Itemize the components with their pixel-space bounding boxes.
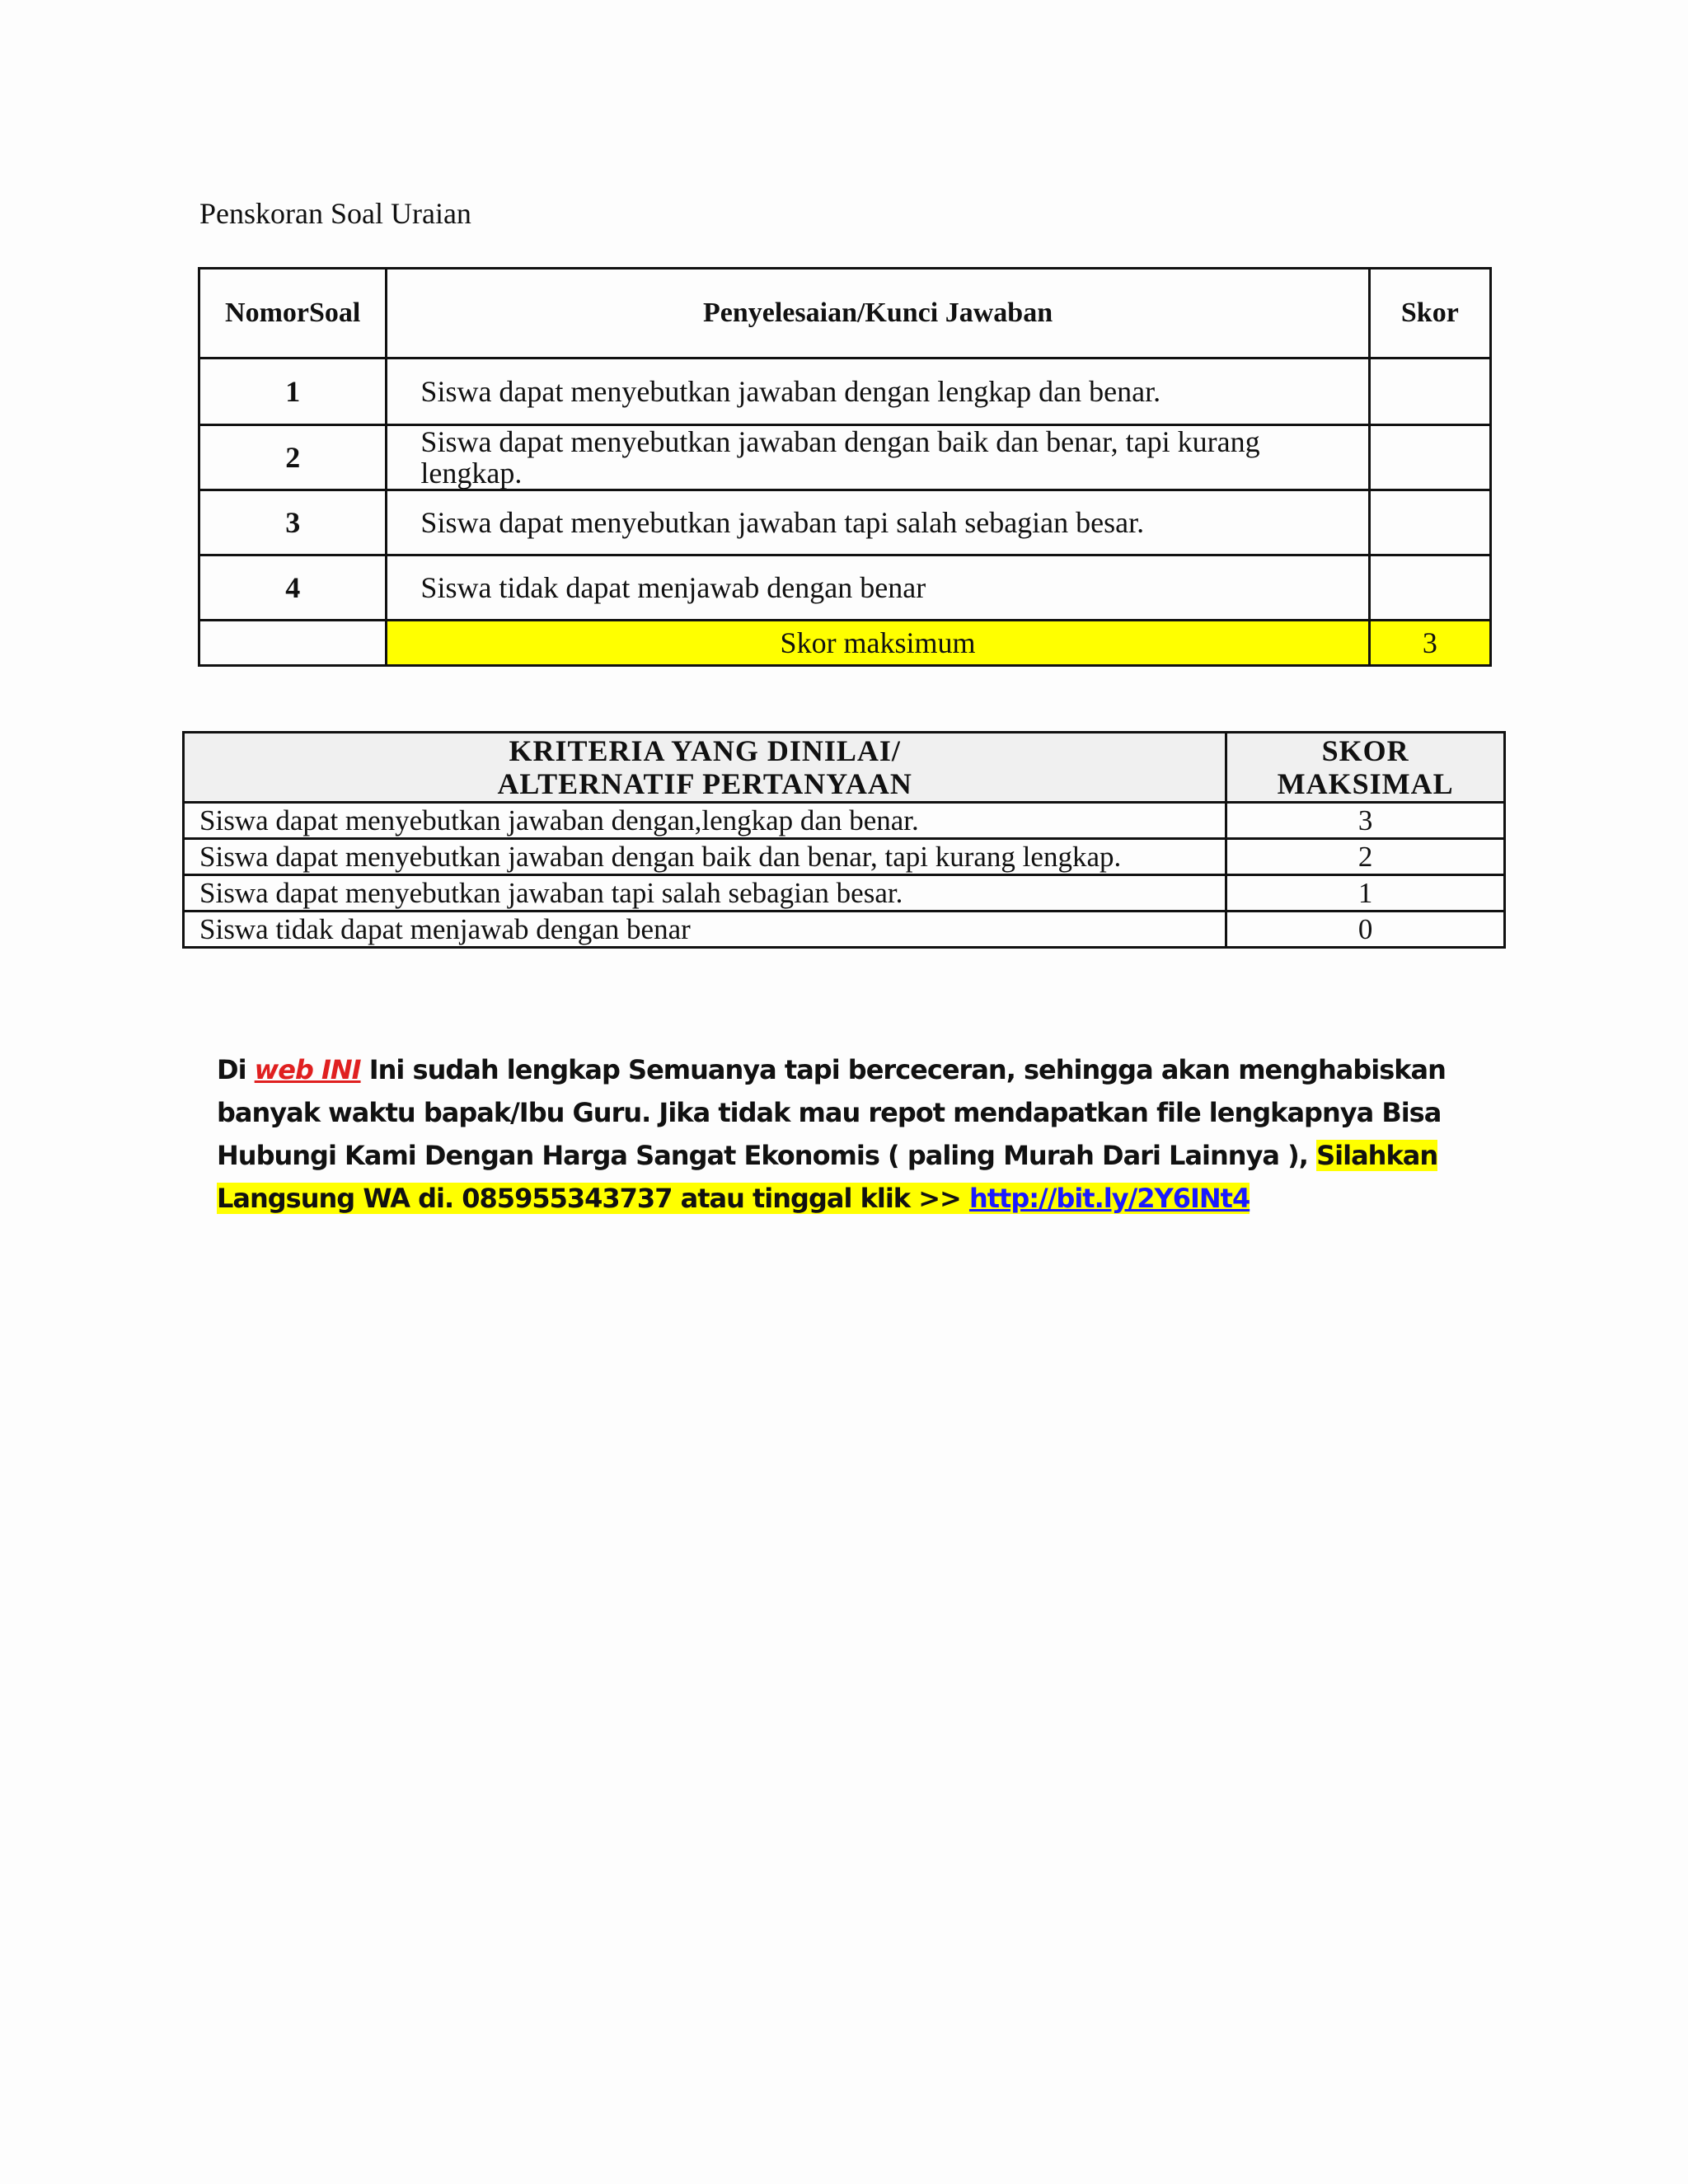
max-score-cell: 3 — [1226, 803, 1505, 839]
header-score: Skor — [1369, 269, 1490, 359]
summary-row — [199, 621, 1491, 666]
page-title: Penskoran Soal Uraian — [199, 197, 471, 230]
answer-text: Siswa dapat menyebutkan jawaban dengan lengkap dan benar. — [387, 359, 1369, 425]
criteria-text: Siswa tidak dapat menjawab dengan benar — [184, 912, 1226, 948]
header-criteria-line1: KRITERIA YANG DINILAI/ — [509, 734, 901, 767]
answer-text: Siswa dapat menyebutkan jawaban dengan baik dan benar, tapi kurang lengkap. — [387, 425, 1369, 490]
promo-body: Ini sudah lengkap Semuanya tapi berceceran, sehingga akan menghabiskan banyak waktu bapak/Ibu Guru. Jika tidak mau repot mendapatkan file lengkapnya Bisa Hubungi Kami Dengan Harga Sangat Ekonomis ( paling Murah Dari Lainnya ), — [217, 1054, 1446, 1171]
header-criteria — [184, 733, 1226, 803]
max-score-value: 3 — [1369, 621, 1490, 666]
score-cell — [1369, 555, 1490, 621]
short-url-link[interactable]: http://bit.ly/2Y6INt4 — [968, 1183, 1250, 1214]
max-score-cell: 2 — [1226, 839, 1505, 875]
table-row — [184, 803, 1505, 839]
question-number: 3 — [199, 490, 387, 555]
scoring-table — [198, 267, 1492, 667]
answer-text: Siswa tidak dapat menjawab dengan benar — [387, 555, 1369, 621]
header-max-score — [1226, 733, 1505, 803]
table-row — [184, 912, 1505, 948]
empty-cell — [199, 621, 387, 666]
answer-text: Siswa dapat menyebutkan jawaban tapi salah sebagian besar. — [387, 490, 1369, 555]
criteria-text: Siswa dapat menyebutkan jawaban dengan baik dan benar, tapi kurang lengkap. — [184, 839, 1226, 875]
table-row — [199, 490, 1491, 555]
max-score-cell: 0 — [1226, 912, 1505, 948]
header-max-score-line1: SKOR — [1321, 734, 1409, 767]
table-row — [199, 359, 1491, 425]
score-cell — [1369, 359, 1490, 425]
criteria-text: Siswa dapat menyebutkan jawaban tapi salah sebagian besar. — [184, 875, 1226, 912]
promo-paragraph — [217, 1048, 1503, 1220]
question-number: 4 — [199, 555, 387, 621]
max-score-cell: 1 — [1226, 875, 1505, 912]
table-row — [184, 839, 1505, 875]
header-max-score-line2: MAKSIMAL — [1277, 767, 1454, 800]
promo-prefix: Di — [217, 1054, 255, 1085]
score-cell — [1369, 490, 1490, 555]
header-answer-key: Penyelesaian/Kunci Jawaban — [387, 269, 1369, 359]
header-question-number: NomorSoal — [199, 269, 387, 359]
promo-highlight-text: Silahkan Langsung WA di. 085955343737 atau tinggal klik >> — [217, 1140, 1438, 1214]
max-score-label: Skor maksimum — [387, 621, 1369, 666]
question-number: 2 — [199, 425, 387, 490]
table-header-row — [199, 269, 1491, 359]
header-criteria-line2: ALTERNATIF PERTANYAAN — [497, 767, 912, 800]
table-row — [199, 425, 1491, 490]
criteria-text: Siswa dapat menyebutkan jawaban dengan,lengkap dan benar. — [184, 803, 1226, 839]
web-link[interactable]: web INI — [254, 1054, 361, 1085]
score-cell — [1369, 425, 1490, 490]
question-number: 1 — [199, 359, 387, 425]
table-header-row — [184, 733, 1505, 803]
table-row — [199, 555, 1491, 621]
criteria-table — [182, 731, 1506, 949]
table-row — [184, 875, 1505, 912]
